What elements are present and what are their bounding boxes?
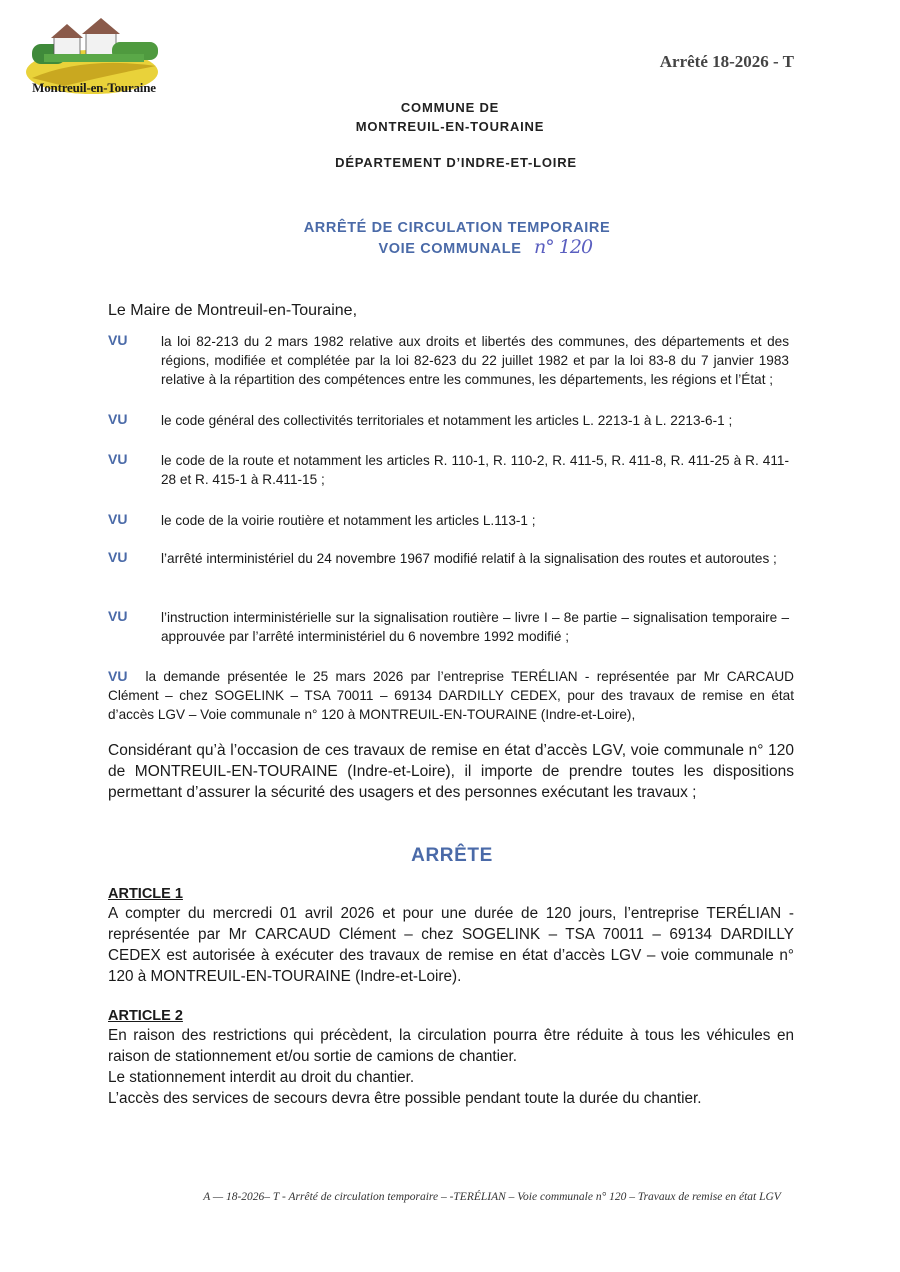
article-2-body xyxy=(108,1025,794,1109)
article-paragraph: En raison des restrictions qui précèdent, la circulation pourra être réduite à tous les véhicules en raison de stationnement et/ou sortie de camions de chantier. xyxy=(108,1027,794,1065)
logo-text: Montreuil-en-Touraine xyxy=(32,80,156,95)
visa-text: la loi 82-213 du 2 mars 1982 relative aux droits et libertés des communes, des départements et des régions, modifiée et complétée par la loi 82-623 du 22 juillet 1982 et par la loi 83-8 du 7 janvier 1983 relative à la répartition des compétences entre les communes, les départements, les régions et l’État ; xyxy=(161,334,789,387)
logo-house-left xyxy=(54,36,80,56)
visa-item-demande xyxy=(108,667,794,724)
visa-text: le code de la route et notamment les articles R. 110-1, R. 110-2, R. 411-5, R. 411-8, R. 411-25 à R. 411-28 et R. 415-1 à R.411-15 ; xyxy=(161,453,789,487)
article-1-body xyxy=(108,903,794,987)
logo-roof-right xyxy=(82,18,120,34)
article-paragraph: Le stationnement interdit au droit du chantier. xyxy=(108,1069,415,1086)
vu-label: VU xyxy=(108,668,128,684)
visa-text: la demande présentée le 25 mars 2026 par l’entreprise TERÉLIAN - représentée par Mr CARCAUD Clément – chez SOGELINK – TSA 70011 – 69134 DARDILLY CEDEX, pour des travaux de remise en état d’accès LGV – Voie communale n° 120 à MONTREUIL-EN-TOURAINE (Indre-et-Loire), xyxy=(108,669,794,722)
logo-roof-left xyxy=(51,24,83,38)
vu-label: VU xyxy=(108,511,128,527)
visa-text: le code de la voirie routière et notamment les articles L.113-1 ; xyxy=(161,513,536,528)
visa-text: l’arrêté interministériel du 24 novembre 1967 modifié relatif à la signalisation des routes et autoroutes ; xyxy=(161,551,777,566)
vu-label: VU xyxy=(108,451,128,467)
visa-text: l’instruction interministérielle sur la signalisation routière – livre I – 8e partie – signalisation temporaire – approuvée par l’arrêté interministériel du 6 novembre 1992 modifié ; xyxy=(161,610,789,644)
arrete-heading: ARRÊTE xyxy=(411,845,493,866)
commune-line-1: COMMUNE DE xyxy=(400,100,500,115)
article-2-title: ARTICLE 2 xyxy=(108,1008,183,1024)
article-1-title: ARTICLE 1 xyxy=(108,886,183,902)
departement-line: DÉPARTEMENT D’INDRE-ET-LOIRE xyxy=(335,155,577,170)
title-line-2: VOIE COMMUNALE xyxy=(378,241,522,257)
title-line-1: ARRÊTÉ DE CIRCULATION TEMPORAIRE xyxy=(303,220,611,236)
vu-label: VU xyxy=(108,608,128,624)
maire-line: Le Maire de Montreuil-en-Touraine, xyxy=(108,302,358,319)
vu-label: VU xyxy=(108,332,128,348)
page-footer: A — 18-2026– T - Arrêté de circulation temporaire – -TERÉLIAN – Voie communale n° 120 – Travaux de remise en état LGV xyxy=(203,1191,781,1203)
handwritten-number: n° 120 xyxy=(534,236,593,258)
article-paragraph: L’accès des services de secours devra être possible pendant toute la durée du chantier. xyxy=(108,1090,702,1107)
article-paragraph: A compter du mercredi 01 avril 2026 et pour une durée de 120 jours, l’entreprise TERÉLIAN - représentée par Mr CARCAUD Clément – chez SOGELINK – TSA 70011 – 69134 DARDILLY CEDEX est autorisée à exécuter des travaux de remise en état d’accès LGV – voie communale n° 120 à MONTREUIL-EN-TOURAINE (Indre-et-Loire). xyxy=(108,905,794,985)
logo-house-right xyxy=(86,32,116,56)
vu-label: VU xyxy=(108,411,128,427)
commune-line-2: MONTREUIL-EN-TOURAINE xyxy=(355,119,545,134)
vu-label: VU xyxy=(108,549,128,565)
logo-grass xyxy=(44,54,144,62)
arrete-reference: Arrêté 18-2026 - T xyxy=(659,52,794,71)
visa-text: le code général des collectivités territoriales et notamment les articles L. 2213-1 à L. 2213-6-1 ; xyxy=(161,413,733,428)
considerant-paragraph: Considérant qu’à l’occasion de ces travaux de remise en état d’accès LGV, voie communale n° 120 de MONTREUIL-EN-TOURAINE (Indre-et-Loire), il importe de prendre toutes les dispositions permettant d’assurer la sécurité des usagers et des personnes exécutant les travaux ; xyxy=(108,742,794,801)
